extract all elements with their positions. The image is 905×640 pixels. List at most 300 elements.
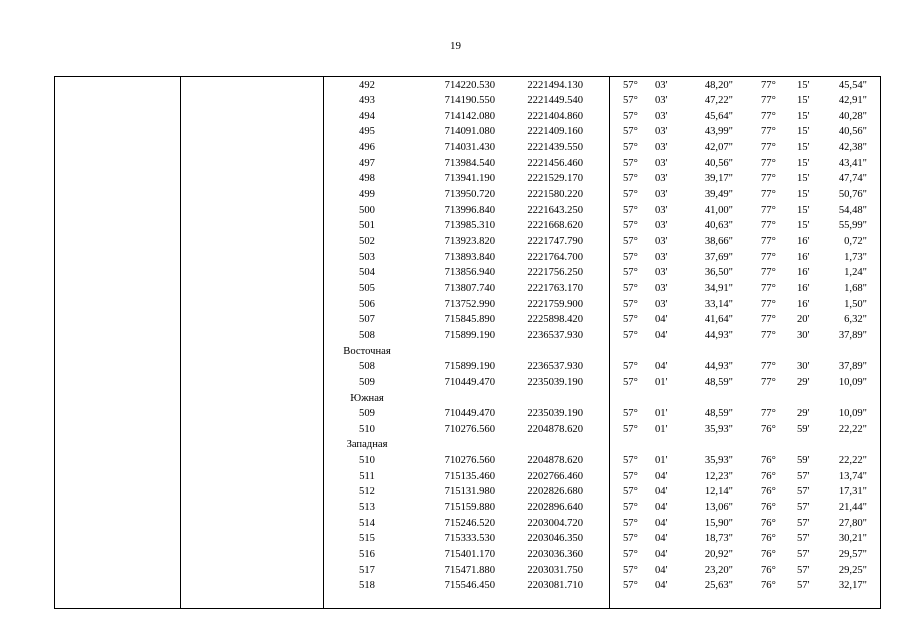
table-row <box>55 359 880 375</box>
x-coordinate: 713950.720 <box>444 189 495 201</box>
latitude-degrees: 57° <box>623 173 638 185</box>
longitude-minutes: 30' <box>797 361 810 373</box>
longitude-seconds: 22,22" <box>838 423 867 435</box>
longitude-degrees: 77° <box>761 329 776 341</box>
table-row <box>55 281 880 297</box>
table-row <box>55 265 880 281</box>
latitude-minutes: 04' <box>655 329 668 341</box>
latitude-seconds: 34,91" <box>704 282 733 294</box>
longitude-minutes: 16' <box>797 236 810 247</box>
latitude-seconds: 43,99" <box>704 126 733 138</box>
point-number: 515 <box>359 533 375 545</box>
table-row <box>55 156 880 172</box>
latitude-seconds: 23,20" <box>704 564 733 576</box>
latitude-minutes: 01' <box>655 423 668 435</box>
table-row <box>55 406 880 422</box>
longitude-minutes: 15' <box>797 204 810 216</box>
longitude-degrees: 77° <box>761 157 776 169</box>
y-coordinate: 2221494.130 <box>527 79 583 91</box>
latitude-minutes: 03' <box>655 251 668 263</box>
y-coordinate: 2235039.190 <box>527 408 583 420</box>
x-coordinate: 710276.560 <box>444 423 495 435</box>
x-coordinate: 710276.560 <box>444 455 495 467</box>
latitude-seconds: 36,50" <box>704 267 733 279</box>
point-number: 513 <box>359 502 375 514</box>
longitude-minutes: 57' <box>797 470 810 482</box>
x-coordinate: 715899.190 <box>444 329 495 341</box>
latitude-seconds: 42,07" <box>704 142 733 154</box>
latitude-minutes: 03' <box>655 204 668 216</box>
longitude-seconds: 1,50" <box>844 298 867 310</box>
longitude-degrees: 77° <box>761 236 776 247</box>
y-coordinate: 2221668.620 <box>527 220 583 232</box>
table-row <box>55 187 880 203</box>
latitude-degrees: 57° <box>623 298 638 310</box>
table-row <box>55 375 880 391</box>
longitude-seconds: 10,09" <box>838 408 867 420</box>
point-number: 509 <box>359 376 375 388</box>
point-number: 493 <box>359 95 375 107</box>
latitude-minutes: 04' <box>655 314 668 326</box>
y-coordinate: 2202896.640 <box>527 502 583 514</box>
y-coordinate: 2235039.190 <box>527 376 583 388</box>
latitude-minutes: 03' <box>655 110 668 122</box>
x-coordinate: 713807.740 <box>444 282 495 294</box>
latitude-degrees: 57° <box>623 580 638 592</box>
latitude-minutes: 04' <box>655 549 668 560</box>
latitude-minutes: 01' <box>655 408 668 420</box>
point-number: 495 <box>359 126 375 138</box>
latitude-minutes: 03' <box>655 236 668 247</box>
y-coordinate: 2236537.930 <box>527 361 583 373</box>
y-coordinate: 2203031.750 <box>527 564 583 576</box>
table-row <box>55 78 880 94</box>
latitude-seconds: 35,93" <box>704 423 733 435</box>
latitude-degrees: 57° <box>623 220 638 232</box>
y-coordinate: 2202766.460 <box>527 470 583 482</box>
point-number: 504 <box>359 267 375 279</box>
longitude-minutes: 30' <box>797 329 810 341</box>
longitude-seconds: 22,22" <box>838 455 867 467</box>
y-coordinate: 2221763.170 <box>527 282 583 294</box>
point-number: 510 <box>359 455 375 467</box>
latitude-minutes: 03' <box>655 126 668 138</box>
longitude-seconds: 54,48" <box>838 204 867 216</box>
point-number: 503 <box>359 251 375 263</box>
point-number: 508 <box>359 329 375 341</box>
longitude-seconds: 21,44" <box>838 502 867 514</box>
latitude-degrees: 57° <box>623 486 638 498</box>
latitude-minutes: 04' <box>655 533 668 545</box>
table-row <box>55 578 880 594</box>
latitude-seconds: 12,23" <box>704 470 733 482</box>
x-coordinate: 713893.840 <box>444 251 495 263</box>
longitude-minutes: 15' <box>797 220 810 232</box>
longitude-seconds: 13,74" <box>838 470 867 482</box>
longitude-degrees: 77° <box>761 95 776 107</box>
latitude-seconds: 37,69" <box>704 251 733 263</box>
x-coordinate: 713856.940 <box>444 267 495 279</box>
longitude-minutes: 59' <box>797 455 810 467</box>
latitude-seconds: 41,64" <box>704 314 733 326</box>
x-coordinate: 715401.170 <box>444 549 495 560</box>
y-coordinate: 2203004.720 <box>527 517 583 529</box>
longitude-minutes: 57' <box>797 549 810 560</box>
longitude-degrees: 76° <box>761 455 776 467</box>
latitude-degrees: 57° <box>623 282 638 294</box>
point-number: 518 <box>359 580 375 592</box>
longitude-degrees: 77° <box>761 361 776 373</box>
x-coordinate: 715333.530 <box>444 533 495 545</box>
longitude-seconds: 43,41" <box>838 157 867 169</box>
latitude-degrees: 57° <box>623 79 638 91</box>
longitude-seconds: 37,89" <box>838 361 867 373</box>
latitude-degrees: 57° <box>623 189 638 201</box>
latitude-seconds: 48,59" <box>704 376 733 388</box>
latitude-minutes: 03' <box>655 79 668 91</box>
longitude-degrees: 76° <box>761 502 776 514</box>
longitude-degrees: 77° <box>761 220 776 232</box>
longitude-minutes: 15' <box>797 126 810 138</box>
section-row <box>55 437 880 453</box>
longitude-seconds: 6,32" <box>844 314 867 326</box>
longitude-seconds: 27,80" <box>838 517 867 529</box>
longitude-degrees: 77° <box>761 189 776 201</box>
longitude-seconds: 1,24" <box>844 267 867 279</box>
longitude-degrees: 77° <box>761 142 776 154</box>
longitude-seconds: 32,17" <box>838 580 867 592</box>
longitude-degrees: 76° <box>761 580 776 592</box>
x-coordinate: 713923.820 <box>444 236 495 247</box>
longitude-degrees: 77° <box>761 298 776 310</box>
latitude-seconds: 44,93" <box>704 329 733 341</box>
point-number: 505 <box>359 282 375 294</box>
latitude-seconds: 39,49" <box>704 189 733 201</box>
point-number: 496 <box>359 142 375 154</box>
y-coordinate: 2221764.700 <box>527 251 583 263</box>
latitude-seconds: 44,93" <box>704 361 733 373</box>
latitude-degrees: 57° <box>623 533 638 545</box>
longitude-degrees: 77° <box>761 314 776 326</box>
point-number: 511 <box>359 470 375 482</box>
latitude-degrees: 57° <box>623 204 638 216</box>
y-coordinate: 2221756.250 <box>527 267 583 279</box>
longitude-degrees: 76° <box>761 517 776 529</box>
point-number: 512 <box>359 486 375 498</box>
table-row <box>55 453 880 469</box>
latitude-seconds: 40,56" <box>704 157 733 169</box>
x-coordinate: 713985.310 <box>444 220 495 232</box>
section-label: Южная <box>350 392 384 404</box>
longitude-seconds: 30,21" <box>838 533 867 545</box>
x-coordinate: 714190.550 <box>444 95 495 107</box>
longitude-seconds: 37,89" <box>838 329 867 341</box>
point-number: 506 <box>359 298 375 310</box>
longitude-degrees: 77° <box>761 251 776 263</box>
latitude-minutes: 03' <box>655 298 668 310</box>
latitude-minutes: 04' <box>655 361 668 373</box>
latitude-seconds: 40,63" <box>704 220 733 232</box>
longitude-minutes: 57' <box>797 486 810 498</box>
latitude-degrees: 57° <box>623 251 638 263</box>
table-row <box>55 93 880 109</box>
longitude-degrees: 77° <box>761 282 776 294</box>
latitude-degrees: 57° <box>623 564 638 576</box>
y-coordinate: 2203046.350 <box>527 533 583 545</box>
longitude-degrees: 76° <box>761 486 776 498</box>
x-coordinate: 715135.460 <box>444 470 495 482</box>
longitude-minutes: 57' <box>797 533 810 545</box>
latitude-minutes: 03' <box>655 282 668 294</box>
longitude-seconds: 42,91" <box>838 95 867 107</box>
longitude-seconds: 42,38" <box>838 142 867 154</box>
x-coordinate: 710449.470 <box>444 376 495 388</box>
y-coordinate: 2204878.620 <box>527 423 583 435</box>
section-row <box>55 344 880 360</box>
x-coordinate: 713752.990 <box>444 298 495 310</box>
longitude-minutes: 15' <box>797 157 810 169</box>
x-coordinate: 715899.190 <box>444 361 495 373</box>
latitude-minutes: 03' <box>655 157 668 169</box>
table-row <box>55 469 880 485</box>
latitude-seconds: 18,73" <box>704 533 733 545</box>
latitude-minutes: 04' <box>655 580 668 592</box>
table-row <box>55 547 880 563</box>
table-row <box>55 531 880 547</box>
longitude-seconds: 40,28" <box>838 110 867 122</box>
table-row <box>55 328 880 344</box>
longitude-minutes: 57' <box>797 564 810 576</box>
y-coordinate: 2203036.360 <box>527 549 583 560</box>
longitude-minutes: 15' <box>797 189 810 201</box>
latitude-degrees: 57° <box>623 329 638 341</box>
x-coordinate: 715845.890 <box>444 314 495 326</box>
longitude-minutes: 16' <box>797 298 810 310</box>
point-number: 501 <box>359 220 375 232</box>
latitude-seconds: 48,20" <box>704 79 733 91</box>
x-coordinate: 715471.880 <box>444 564 495 576</box>
latitude-degrees: 57° <box>623 267 638 279</box>
page-number: 19 <box>450 40 461 52</box>
table-row <box>55 516 880 532</box>
point-number: 497 <box>359 157 375 169</box>
table-row <box>55 218 880 234</box>
longitude-minutes: 29' <box>797 408 810 420</box>
point-number: 498 <box>359 173 375 185</box>
table-row <box>55 250 880 266</box>
y-coordinate: 2221456.460 <box>527 157 583 169</box>
y-coordinate: 2225898.420 <box>527 314 583 326</box>
longitude-minutes: 15' <box>797 110 810 122</box>
y-coordinate: 2221449.540 <box>527 95 583 107</box>
latitude-degrees: 57° <box>623 549 638 560</box>
longitude-seconds: 1,68" <box>844 282 867 294</box>
latitude-minutes: 03' <box>655 189 668 201</box>
latitude-degrees: 57° <box>623 110 638 122</box>
longitude-degrees: 76° <box>761 470 776 482</box>
section-label: Западная <box>346 439 388 451</box>
longitude-minutes: 57' <box>797 502 810 514</box>
latitude-minutes: 01' <box>655 455 668 467</box>
table-row <box>55 124 880 140</box>
longitude-seconds: 29,57" <box>838 549 867 560</box>
latitude-seconds: 38,66" <box>704 236 733 247</box>
longitude-degrees: 77° <box>761 110 776 122</box>
latitude-degrees: 57° <box>623 423 638 435</box>
latitude-seconds: 45,64" <box>704 110 733 122</box>
longitude-minutes: 15' <box>797 142 810 154</box>
latitude-degrees: 57° <box>623 502 638 514</box>
latitude-minutes: 04' <box>655 486 668 498</box>
x-coordinate: 715246.520 <box>444 517 495 529</box>
longitude-minutes: 16' <box>797 267 810 279</box>
latitude-minutes: 03' <box>655 267 668 279</box>
x-coordinate: 714220.530 <box>444 79 495 91</box>
point-number: 508 <box>359 361 375 373</box>
y-coordinate: 2221404.860 <box>527 110 583 122</box>
longitude-minutes: 15' <box>797 79 810 91</box>
latitude-seconds: 13,06" <box>704 502 733 514</box>
y-coordinate: 2221529.170 <box>527 173 583 185</box>
latitude-degrees: 57° <box>623 314 638 326</box>
longitude-seconds: 47,74" <box>838 173 867 185</box>
latitude-minutes: 01' <box>655 376 668 388</box>
table-row <box>55 203 880 219</box>
longitude-minutes: 15' <box>797 95 810 107</box>
x-coordinate: 715131.980 <box>444 486 495 498</box>
longitude-degrees: 77° <box>761 79 776 91</box>
latitude-seconds: 35,93" <box>704 455 733 467</box>
table-row <box>55 171 880 187</box>
latitude-minutes: 04' <box>655 564 668 576</box>
table-row <box>55 140 880 156</box>
longitude-degrees: 76° <box>761 423 776 435</box>
x-coordinate: 710449.470 <box>444 408 495 420</box>
table-row <box>55 563 880 579</box>
x-coordinate: 714091.080 <box>444 126 495 138</box>
latitude-seconds: 25,63" <box>704 580 733 592</box>
latitude-degrees: 57° <box>623 157 638 169</box>
longitude-seconds: 29,25" <box>838 564 867 576</box>
y-coordinate: 2221439.550 <box>527 142 583 154</box>
point-number: 492 <box>359 79 375 91</box>
point-number: 499 <box>359 189 375 201</box>
latitude-minutes: 04' <box>655 517 668 529</box>
latitude-seconds: 33,14" <box>704 298 733 310</box>
latitude-degrees: 57° <box>623 455 638 467</box>
longitude-degrees: 76° <box>761 549 776 560</box>
y-coordinate: 2203081.710 <box>527 580 583 592</box>
y-coordinate: 2221747.790 <box>527 236 583 247</box>
section-label: Восточная <box>343 345 391 357</box>
point-number: 510 <box>359 423 375 435</box>
y-coordinate: 2202826.680 <box>527 486 583 498</box>
x-coordinate: 713996.840 <box>444 204 495 216</box>
longitude-seconds: 50,76" <box>838 189 867 201</box>
longitude-seconds: 0,72" <box>844 236 867 247</box>
y-coordinate: 2221643.250 <box>527 204 583 216</box>
longitude-degrees: 77° <box>761 267 776 279</box>
latitude-minutes: 03' <box>655 220 668 232</box>
y-coordinate: 2221580.220 <box>527 189 583 201</box>
longitude-minutes: 57' <box>797 580 810 592</box>
longitude-seconds: 10,09" <box>838 376 867 388</box>
latitude-degrees: 57° <box>623 408 638 420</box>
y-coordinate: 2221759.900 <box>527 298 583 310</box>
latitude-seconds: 47,22" <box>704 95 733 107</box>
point-number: 517 <box>359 564 375 576</box>
longitude-seconds: 40,56" <box>838 126 867 138</box>
latitude-seconds: 15,90" <box>704 517 733 529</box>
latitude-seconds: 41,00" <box>704 204 733 216</box>
latitude-degrees: 57° <box>623 376 638 388</box>
latitude-minutes: 03' <box>655 142 668 154</box>
longitude-seconds: 1,73" <box>844 251 867 263</box>
longitude-minutes: 57' <box>797 517 810 529</box>
table-row <box>55 297 880 313</box>
point-number: 500 <box>359 204 375 216</box>
point-number: 494 <box>359 110 375 122</box>
y-coordinate: 2221409.160 <box>527 126 583 138</box>
longitude-seconds: 55,99" <box>838 220 867 232</box>
latitude-degrees: 57° <box>623 95 638 107</box>
longitude-seconds: 17,31" <box>838 486 867 498</box>
longitude-degrees: 76° <box>761 533 776 545</box>
table-row <box>55 312 880 328</box>
point-number: 509 <box>359 408 375 420</box>
latitude-degrees: 57° <box>623 361 638 373</box>
table-row <box>55 484 880 500</box>
latitude-degrees: 57° <box>623 517 638 529</box>
coordinates-table <box>54 76 881 609</box>
latitude-degrees: 57° <box>623 126 638 138</box>
longitude-minutes: 15' <box>797 173 810 185</box>
longitude-degrees: 77° <box>761 204 776 216</box>
latitude-minutes: 04' <box>655 470 668 482</box>
latitude-degrees: 57° <box>623 470 638 482</box>
longitude-minutes: 16' <box>797 282 810 294</box>
latitude-minutes: 04' <box>655 502 668 514</box>
latitude-seconds: 12,14" <box>704 486 733 498</box>
latitude-seconds: 39,17" <box>704 173 733 185</box>
y-coordinate: 2236537.930 <box>527 329 583 341</box>
point-number: 516 <box>359 549 375 560</box>
latitude-degrees: 57° <box>623 236 638 247</box>
latitude-degrees: 57° <box>623 142 638 154</box>
longitude-minutes: 29' <box>797 376 810 388</box>
point-number: 514 <box>359 517 375 529</box>
longitude-seconds: 45,54" <box>838 79 867 91</box>
latitude-minutes: 03' <box>655 95 668 107</box>
x-coordinate: 713984.540 <box>444 157 495 169</box>
y-coordinate: 2204878.620 <box>527 455 583 467</box>
longitude-degrees: 77° <box>761 173 776 185</box>
longitude-minutes: 59' <box>797 423 810 435</box>
table-row <box>55 109 880 125</box>
x-coordinate: 715546.450 <box>444 580 495 592</box>
x-coordinate: 715159.880 <box>444 502 495 514</box>
point-number: 502 <box>359 236 375 247</box>
longitude-minutes: 16' <box>797 251 810 263</box>
table-row <box>55 234 880 250</box>
longitude-degrees: 77° <box>761 376 776 388</box>
latitude-seconds: 20,92" <box>704 549 733 560</box>
longitude-degrees: 77° <box>761 126 776 138</box>
x-coordinate: 713941.190 <box>444 173 495 185</box>
longitude-minutes: 20' <box>797 314 810 326</box>
latitude-seconds: 48,59" <box>704 408 733 420</box>
table-row <box>55 500 880 516</box>
